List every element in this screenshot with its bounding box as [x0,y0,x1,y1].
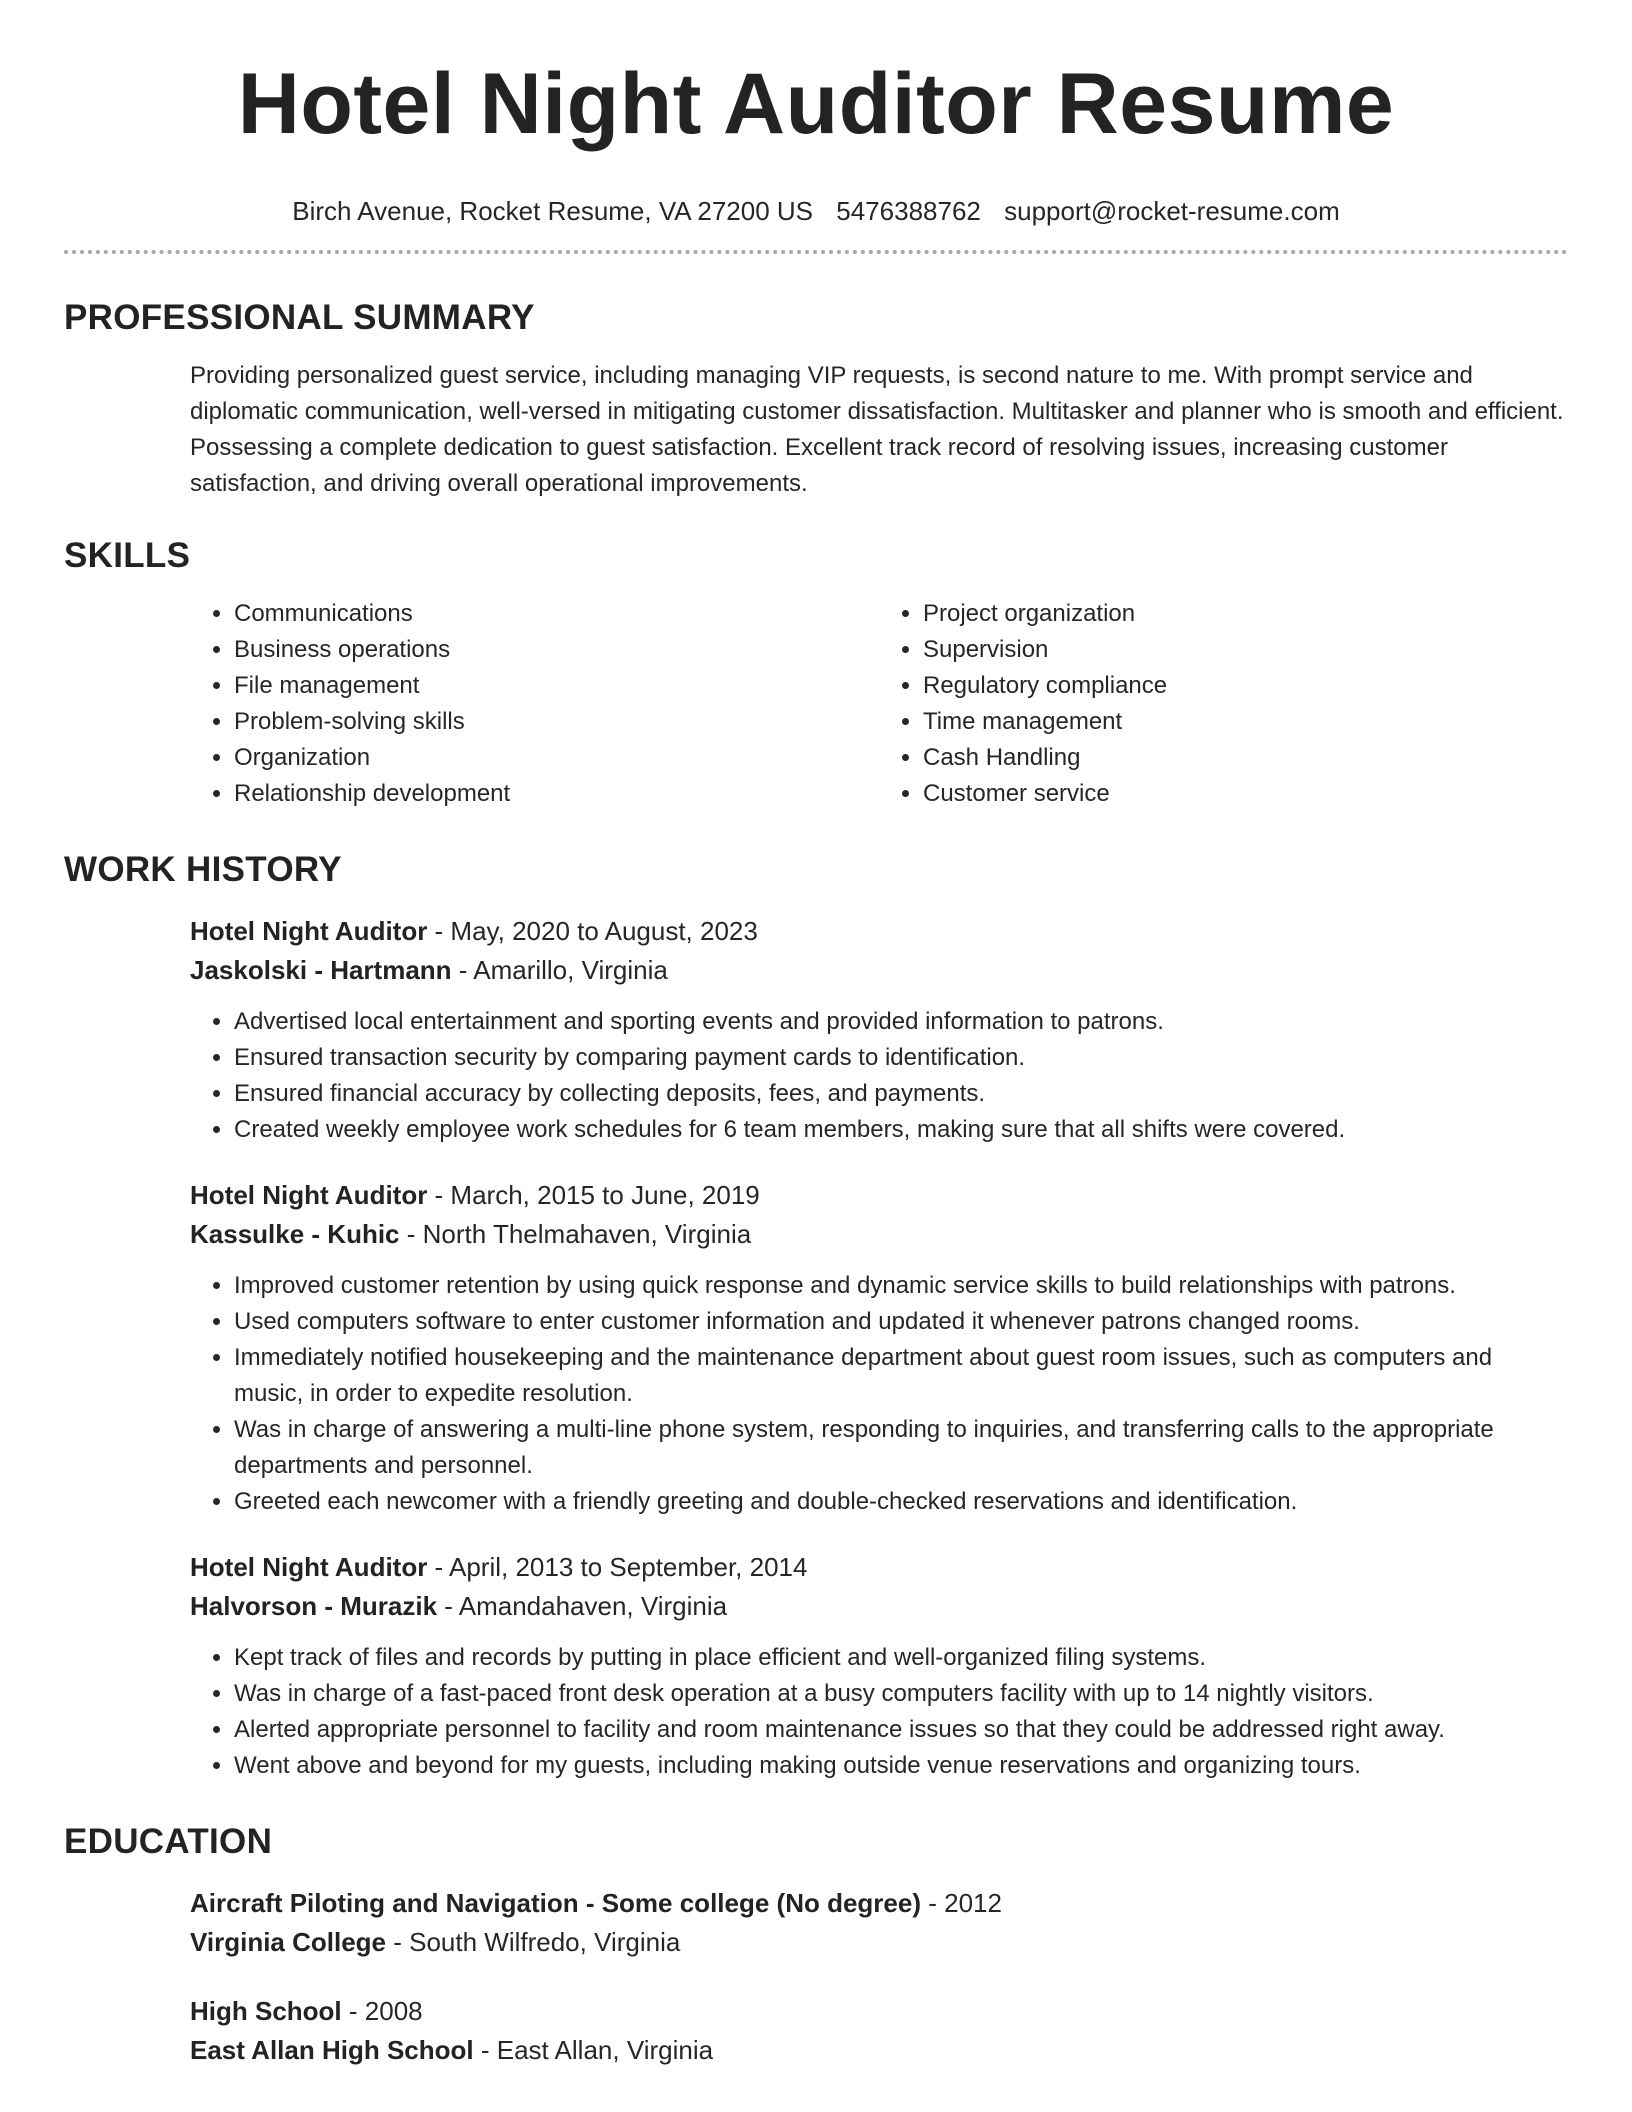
education-section [64,1820,1568,2070]
skills-section [64,534,1568,812]
job-title-line [190,1176,1568,1215]
contact-line [0,194,1632,228]
job-company: Kassulke - Kuhic [190,1219,400,1249]
skill-item: • Business operations [234,632,879,668]
summary-text: Providing personalized guest service, including managing VIP requests, is second nature to me. With prompt service and diplomatic communication, well-versed in mitigating customer dissatisfaction. Multitasker and planner who is smooth and efficient. Possessing a complete dedication to guest satisfaction. Excellent track record of resolving issues, increasing customer satisfaction, and driving overall operational improvements. [190,362,1564,497]
skill-item: • Communications [234,596,879,632]
job-company-line [190,1587,1568,1626]
job-role: Hotel Night Auditor [190,916,428,946]
work-history-heading: WORK HISTORY [64,850,342,889]
job-bullet: • Improved customer retention by using quick response and dynamic service skills to build relationships with patrons. [234,1268,1568,1304]
job-location: - Amandahaven, Virginia [437,1591,728,1621]
education-entry [190,1992,1568,2070]
skill-item: • Relationship development [234,776,879,812]
header-divider [64,250,1568,254]
summary-section [64,296,1568,502]
education-entry [190,1884,1568,1962]
job-location: - North Thelmahaven, Virginia [399,1219,752,1249]
skill-item: • File management [234,668,879,704]
skills-list [190,596,1568,812]
skill-item: • Problem-solving skills [234,704,879,740]
job-bullets [190,1268,1568,1520]
education-degree-line [190,1992,1568,2031]
education-degree: High School [190,1996,342,2026]
work-history-section [64,848,1568,1784]
skill-item: • Time management [923,704,1568,740]
job-entry [190,1548,1568,1784]
job-dates: - March, 2015 to June, 2019 [427,1180,760,1210]
job-company-line [190,951,1568,990]
job-role: Hotel Night Auditor [190,1552,428,1582]
job-bullet: • Advertised local entertainment and sporting events and provided information to patrons. [234,1004,1568,1040]
job-role: Hotel Night Auditor [190,1180,428,1210]
job-bullet: • Used computers software to enter customer information and updated it whenever patrons changed rooms. [234,1304,1568,1340]
job-bullet: • Went above and beyond for my guests, including making outside venue reservations and organizing tours. [234,1748,1568,1784]
job-bullet: • Greeted each newcomer with a friendly greeting and double-checked reservations and identification. [234,1484,1568,1520]
education-year: - 2008 [341,1996,423,2026]
education-location: - South Wilfredo, Virginia [386,1927,681,1957]
job-dates: - May, 2020 to August, 2023 [427,916,758,946]
education-school-line [190,2031,1568,2070]
education-year: - 2012 [921,1888,1002,1918]
resume-header [0,0,1632,228]
skill-item: • Project organization [923,596,1568,632]
education-school-line [190,1923,1568,1962]
education-location: - East Allan, Virginia [473,2035,714,2065]
job-bullet: • Was in charge of a fast-paced front desk operation at a busy computers facility with up to 14 nightly visitors. [234,1676,1568,1712]
job-bullet: • Ensured financial accuracy by collecting deposits, fees, and payments. [234,1076,1568,1112]
education-degree: Aircraft Piloting and Navigation - Some college (No degree) [190,1888,921,1918]
job-bullet: • Created weekly employee work schedules for 6 team members, making sure that all shifts were covered. [234,1112,1568,1148]
job-bullet: • Kept track of files and records by putting in place efficient and well-organized filing systems. [234,1640,1568,1676]
skills-heading: SKILLS [64,536,191,575]
skill-item: • Cash Handling [923,740,1568,776]
job-bullet: • Alerted appropriate personnel to facility and room maintenance issues so that they could be addressed right away. [234,1712,1568,1748]
job-bullet: • Ensured transaction security by comparing payment cards to identification. [234,1040,1568,1076]
resume-title: Hotel Night Auditor Resume [237,56,1395,152]
summary-heading: PROFESSIONAL SUMMARY [64,298,535,337]
skill-item: • Supervision [923,632,1568,668]
education-heading: EDUCATION [64,1822,273,1861]
job-bullet: • Immediately notified housekeeping and the maintenance department about guest room issues, such as computers and music, in order to expedite resolution. [234,1340,1568,1412]
education-degree-line [190,1884,1568,1923]
skill-item: • Customer service [923,776,1568,812]
contact-address: Birch Avenue, Rocket Resume, VA 27200 US [292,196,814,226]
skills-column-right [879,596,1568,812]
job-bullets [190,1004,1568,1148]
skill-item: • Organization [234,740,879,776]
job-bullets [190,1640,1568,1784]
job-title-line [190,912,1568,951]
job-location: - Amarillo, Virginia [451,955,668,985]
job-entry [190,912,1568,1148]
job-company: Jaskolski - Hartmann [190,955,452,985]
job-company-line [190,1215,1568,1254]
contact-phone: 5476388762 [836,196,981,226]
job-title-line [190,1548,1568,1587]
education-school: Virginia College [190,1927,387,1957]
education-school: East Allan High School [190,2035,474,2065]
skills-column-left [190,596,879,812]
job-entry [190,1176,1568,1520]
job-bullet: • Was in charge of answering a multi-line phone system, responding to inquiries, and transferring calls to the appropriate departments and personnel. [234,1412,1568,1484]
contact-email: support@rocket-resume.com [1004,196,1340,226]
skill-item: • Regulatory compliance [923,668,1568,704]
job-dates: - April, 2013 to September, 2014 [427,1552,808,1582]
job-company: Halvorson - Murazik [190,1591,438,1621]
